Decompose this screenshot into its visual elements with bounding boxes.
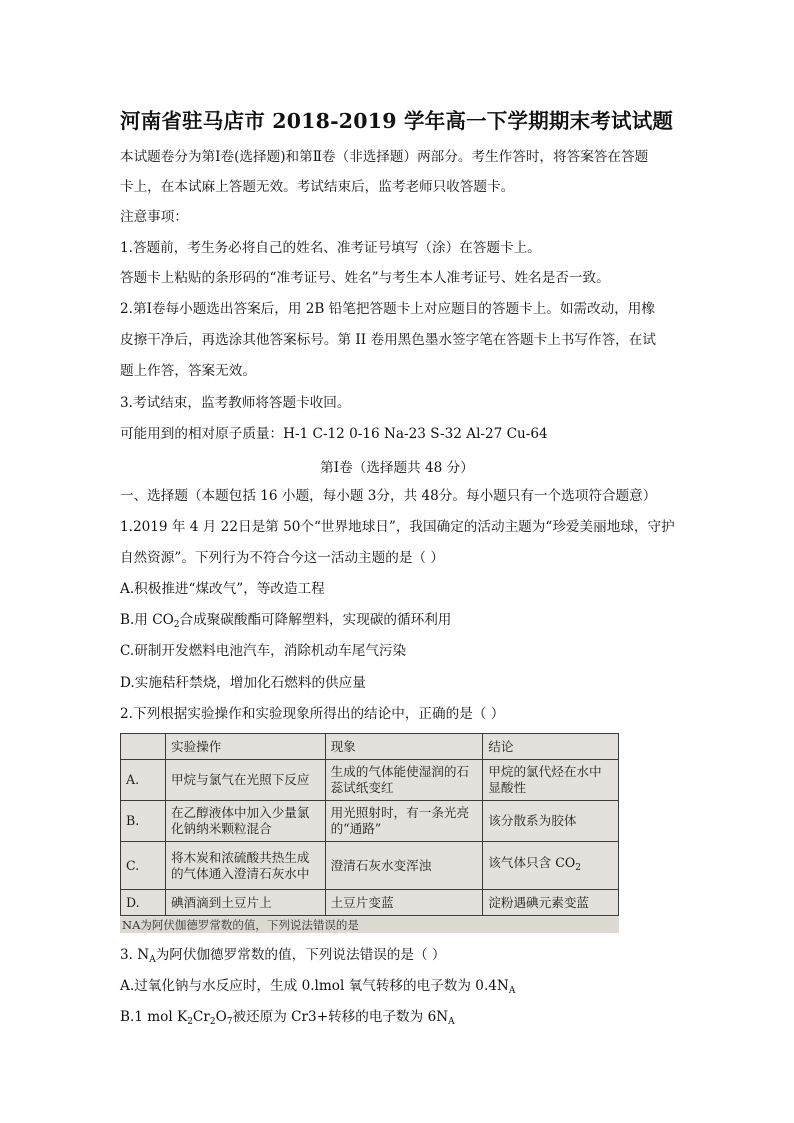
q1-option-d: D.实施秸秆禁烧，增加化石燃料的供应量: [120, 675, 366, 691]
q2-row-conclusion: 淀粉遇碘元素变蓝: [483, 890, 619, 916]
q3-option-b-mid2: O: [215, 1009, 227, 1025]
table-row: [121, 842, 619, 890]
q3-option-b: [120, 1008, 455, 1031]
q3-option-b-post: 被还原为 Cr3+转移的电子数为 6N: [232, 1009, 449, 1025]
q2-row-operation: 在乙醇液体中加入少量氯化钠纳米颗粒混合: [165, 801, 325, 842]
q1-option-b: [120, 611, 451, 634]
q3-option-b-pre: B.1 mol K: [120, 1009, 188, 1025]
q2-row-operation: 将木炭和浓硫酸共热生成的气体通入澄清石灰水中: [165, 842, 325, 890]
q2-table-photo: [120, 733, 619, 933]
q2-row-conclusion-sub: 2: [575, 863, 581, 873]
q2-row-label: D.: [121, 890, 166, 916]
q1-option-a: A.积极推进“煤改气”，等改造工程: [120, 581, 325, 597]
q2-row-label: C.: [121, 842, 166, 890]
q3-stem-post: 为阿伏伽德罗常数的值，下列说法错误的是（ ）: [155, 947, 446, 963]
q1-option-c: C.研制开发燃料电池汽车，消除机动车尾气污染: [120, 643, 407, 659]
q3-stem-pre: 3. N: [120, 947, 150, 963]
note-1b: 答题卡上粘贴的条形码的“准考证号、姓名”与考生本人准考证号、姓名是否一致。: [120, 270, 610, 286]
q2-row-label: A.: [121, 760, 166, 801]
q1-stem-line-1: 1.2019 年 4 月 22日是第 50个“世界地球日”，我国确定的活动主题为“珍爱美丽地球，守护: [120, 519, 675, 535]
q2-row-operation: 碘酒滴到土豆片上: [165, 890, 325, 916]
q2-row-observation: 土豆片变蓝: [325, 890, 483, 916]
q2-header-operation: 实验操作: [165, 734, 325, 760]
q3-option-b-sub4: A: [448, 1017, 455, 1027]
q2-row-label: B.: [121, 801, 166, 842]
q3-option-b-sub1: 2: [187, 1017, 193, 1027]
q2-photo-cut-text: NA为阿伏伽德罗常数的值，下列说法错误的是: [120, 917, 619, 933]
q2-row-observation: 澄清石灰水变浑浊: [325, 842, 483, 890]
q3-stem: [120, 946, 445, 969]
q2-row-operation: 甲烷与氯气在光照下反应: [165, 760, 325, 801]
table-row: [121, 890, 619, 916]
q1-option-b-pre: B.用 CO: [120, 612, 174, 628]
notes-heading: 注意事项：: [120, 209, 188, 225]
q2-header-conclusion: 结论: [483, 734, 619, 760]
intro-line-1: 本试题卷分为第Ⅰ卷(选择题)和第Ⅱ卷（非选择题）两部分。考生作答时，将答案答在答题: [120, 149, 649, 165]
q1-stem-line-2: 自然资源”。下列行为不符合今这一活动主题的是（ ）: [120, 550, 444, 566]
q3-option-a-pre: A.过氧化钠与水反应时，生成 0.lmol 氧气转移的电子数为 0.4N: [120, 978, 509, 994]
q2-table-corner: [121, 734, 166, 760]
q2-row-conclusion: 该分散系为胶体: [483, 801, 619, 842]
table-row: [121, 801, 619, 842]
q2-table-header-row: [121, 734, 619, 760]
table-row: [121, 760, 619, 801]
note-2a: 2.第Ⅰ卷每小题选出答案后，用 2B 铅笔把答题卡上对应题目的答题卡上。如需改动，用橡: [120, 301, 655, 317]
q2-row-conclusion-pre: 该气体只含 CO: [488, 855, 576, 870]
q3-option-a: [120, 977, 515, 1000]
note-2c: 题上作答，答案无效。: [120, 363, 256, 379]
q3-option-b-mid1: Cr: [192, 1009, 210, 1025]
section-heading: 第Ⅰ卷（选择题共 48 分）: [320, 460, 474, 476]
q3-option-b-sub3: 7: [226, 1017, 233, 1027]
intro-line-2: 卡上，在本试麻上答题无效。考试结束后，监考老师只收答题卡。: [120, 179, 515, 195]
q1-option-b-post: 合成聚碳酸酯可降解塑料，实现碳的循环利用: [179, 612, 452, 628]
section-instruction: 一、选择题（本题包括 16 小题，每小题 3分，共 48分。每小题只有一个选项符合题意）: [120, 488, 657, 504]
q1-option-b-sub: 2: [173, 620, 180, 630]
q2-header-observation: 现象: [325, 734, 483, 760]
note-1: 1.答题前，考生务必将自己的姓名、准考证号填写（涂）在答题卡上。: [120, 240, 541, 256]
q2-row-observation: 生成的气体能使湿润的石蕊试纸变红: [325, 760, 483, 801]
q3-option-a-sub: A: [508, 986, 516, 996]
atomic-mass-line: 可能用到的相对原子质量：H-1 C-12 0-16 Na-23 S-32 Al-27 Cu-64: [120, 426, 548, 442]
q3-stem-sub: A: [149, 955, 156, 965]
page-title: 河南省驻马店市 2018-2019 学年高一下学期期末考试试题: [120, 109, 674, 133]
q2-row-observation: 用光照射时，有一条光亮的“通路”: [325, 801, 483, 842]
note-2b: 皮擦干净后，再选涂其他答案标号。第 II 卷用黑色墨水签字笔在答题卡上书写作答，在试: [120, 332, 656, 348]
q2-stem: 2.下列根据实验操作和实验现象所得出的结论中，正确的是（ ）: [120, 706, 505, 722]
q2-table: [120, 733, 619, 916]
note-3: 3.考试结束，监考教师将答题卡收回。: [120, 395, 351, 411]
q3-option-b-sub2: 2: [209, 1017, 216, 1027]
q2-row-conclusion: [483, 842, 619, 890]
q2-row-conclusion: 甲烷的氯代烃在水中显酸性: [483, 760, 619, 801]
